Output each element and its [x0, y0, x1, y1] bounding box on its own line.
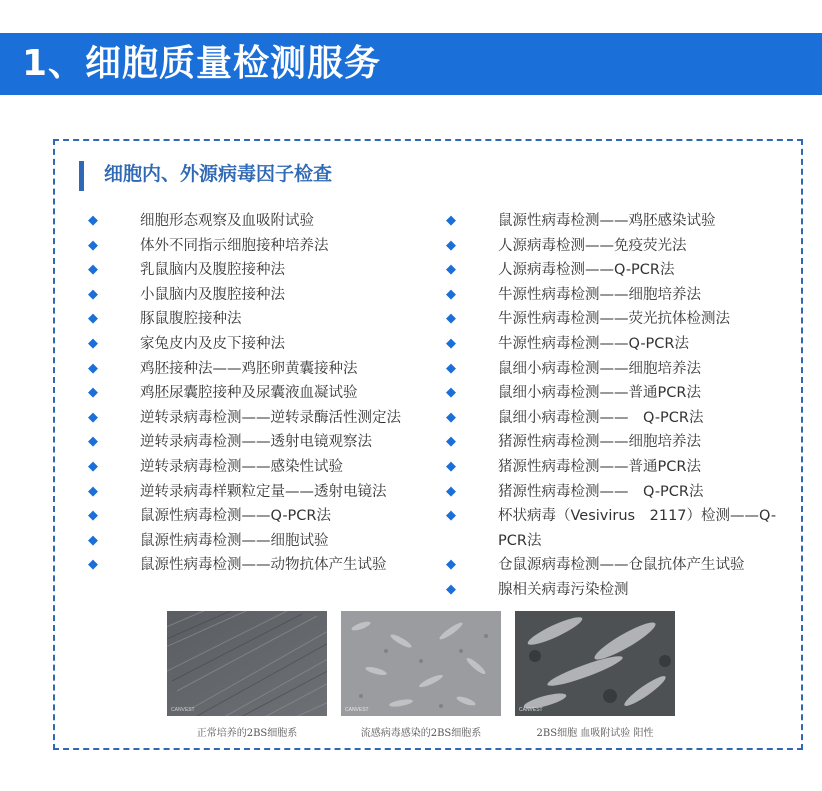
- list-item: [446, 430, 791, 455]
- list-item-text: 逆转录病毒检测——感染性试验: [140, 458, 343, 475]
- diamond-bullet-icon: ◆: [446, 483, 456, 499]
- list-item: [88, 381, 428, 406]
- list-item-text: 鼠细小病毒检测——普通PCR法: [498, 385, 701, 402]
- content-panel: [53, 139, 803, 750]
- list-item: [88, 529, 428, 554]
- figure-caption: 正常培养的2BS细胞系: [196, 728, 298, 739]
- list-item-text: 鼠细小病毒检测——细胞培养法: [498, 360, 701, 377]
- list-item-text: 人源病毒检测——免疫荧光法: [498, 237, 687, 254]
- diamond-bullet-icon: ◆: [88, 557, 98, 573]
- list-item: [88, 504, 428, 529]
- list-item-text: 鼠源性病毒检测——鸡胚感染试验: [498, 213, 716, 229]
- diamond-bullet-icon: ◆: [446, 262, 456, 278]
- diamond-bullet-icon: ◆: [446, 237, 456, 253]
- diamond-bullet-icon: ◆: [446, 557, 456, 573]
- diamond-bullet-icon: ◆: [88, 434, 98, 450]
- list-item-text: 鼠源性病毒检测——细胞试验: [140, 532, 329, 549]
- list-item-text: 逆转录病毒检测——透射电镜观察法: [140, 434, 372, 451]
- list-item-text: 小鼠脑内及腹腔接种法: [140, 286, 285, 303]
- list-item-text: 牛源性病毒检测——细胞培养法: [498, 286, 701, 303]
- list-item: [446, 553, 791, 578]
- diamond-bullet-icon: ◆: [88, 237, 98, 253]
- list-item-text: 细胞形态观察及血吸附试验: [140, 213, 314, 229]
- diamond-bullet-icon: ◆: [88, 483, 98, 499]
- diamond-bullet-icon: ◆: [446, 360, 456, 376]
- diamond-bullet-icon: ◆: [446, 434, 456, 450]
- list-item-text: 杯状病毒（Vesivirus 2117）检测——Q-PCR法: [498, 508, 777, 549]
- list-item: [88, 455, 428, 480]
- page-title: 1、细胞质量检测服务: [22, 43, 382, 84]
- list-item-text: 鼠源性病毒检测——Q-PCR法: [140, 508, 331, 525]
- diamond-bullet-icon: ◆: [446, 409, 456, 425]
- micrograph-hemadsorption: [515, 611, 675, 716]
- list-item-text: 鸡胚接种法——鸡胚卵黄囊接种法: [140, 360, 358, 377]
- diamond-bullet-icon: ◆: [88, 458, 98, 474]
- list-item: [446, 455, 791, 480]
- list-item-text: 猪源性病毒检测——普通PCR法: [498, 458, 701, 475]
- list-item-text: 猪源性病毒检测—— Q-PCR法: [498, 483, 704, 500]
- diamond-bullet-icon: ◆: [88, 532, 98, 548]
- test-list-right: [446, 209, 791, 603]
- title-banner: [0, 33, 822, 95]
- figure-caption: 2BS细胞 血吸附试验 阳性: [536, 728, 654, 739]
- list-item-text: 鼠源性病毒检测——动物抗体产生试验: [140, 557, 387, 574]
- list-item: [446, 381, 791, 406]
- section-title: 细胞内、外源病毒因子检查: [104, 163, 333, 185]
- list-item-text: 豚鼠腹腔接种法: [140, 311, 242, 328]
- diamond-bullet-icon: ◆: [88, 262, 98, 278]
- list-item: [446, 406, 791, 431]
- list-item: [88, 553, 428, 578]
- list-item: [446, 307, 791, 332]
- list-item: [88, 258, 428, 283]
- micrograph-infected-cells: [341, 611, 501, 716]
- list-item-text: 猪源性病毒检测——细胞培养法: [498, 434, 701, 451]
- watermark: CANVEST: [345, 707, 369, 713]
- diamond-bullet-icon: ◆: [446, 458, 456, 474]
- list-item: [446, 209, 791, 234]
- list-item: [88, 406, 428, 431]
- diamond-bullet-icon: ◆: [446, 581, 456, 597]
- list-item: [446, 234, 791, 259]
- test-list-left: [88, 209, 428, 578]
- watermark: CANVEST: [171, 707, 195, 713]
- list-item-text: 腺相关病毒污染检测: [498, 581, 629, 598]
- list-item: [88, 307, 428, 332]
- list-item: [446, 480, 791, 505]
- diamond-bullet-icon: ◆: [446, 385, 456, 401]
- list-item: [88, 209, 428, 234]
- list-item: [88, 332, 428, 357]
- diamond-bullet-icon: ◆: [446, 311, 456, 327]
- diamond-bullet-icon: ◆: [88, 311, 98, 327]
- list-item: [446, 332, 791, 357]
- watermark: CANVEST: [519, 707, 543, 713]
- diamond-bullet-icon: ◆: [446, 286, 456, 302]
- list-item: [446, 357, 791, 382]
- section-accent-bar: [79, 161, 84, 191]
- list-item: [446, 504, 791, 553]
- list-item-text: 仓鼠源病毒检测——仓鼠抗体产生试验: [498, 557, 745, 574]
- list-item: [446, 578, 791, 603]
- diamond-bullet-icon: ◆: [88, 508, 98, 524]
- list-item-text: 体外不同指示细胞接种培养法: [140, 237, 329, 254]
- list-item: [446, 283, 791, 308]
- list-item: [88, 283, 428, 308]
- diamond-bullet-icon: ◆: [88, 335, 98, 351]
- list-item-text: 牛源性病毒检测——荧光抗体检测法: [498, 311, 730, 328]
- list-item-text: 乳鼠脑内及腹腔接种法: [140, 262, 285, 279]
- diamond-bullet-icon: ◆: [446, 335, 456, 351]
- figure-caption: 流感病毒感染的2BS细胞系: [360, 728, 482, 739]
- diamond-bullet-icon: ◆: [88, 409, 98, 425]
- list-item: [88, 480, 428, 505]
- list-item: [446, 258, 791, 283]
- diamond-bullet-icon: ◆: [88, 360, 98, 376]
- list-item-text: 鼠细小病毒检测—— Q-PCR法: [498, 409, 704, 426]
- diamond-bullet-icon: ◆: [88, 213, 98, 228]
- diamond-bullet-icon: ◆: [446, 508, 456, 524]
- list-item-text: 家兔皮内及皮下接种法: [140, 335, 285, 352]
- list-item: [88, 357, 428, 382]
- diamond-bullet-icon: ◆: [88, 286, 98, 302]
- diamond-bullet-icon: ◆: [446, 213, 456, 228]
- list-item: [88, 234, 428, 259]
- list-item-text: 牛源性病毒检测——Q-PCR法: [498, 335, 689, 352]
- list-item-text: 鸡胚尿囊腔接种及尿囊液血凝试验: [140, 385, 358, 402]
- list-item: [88, 430, 428, 455]
- micrograph-normal-cells: [167, 611, 327, 716]
- list-item-text: 人源病毒检测——Q-PCR法: [498, 262, 675, 279]
- list-item-text: 逆转录病毒样颗粒定量——透射电镜法: [140, 483, 387, 500]
- diamond-bullet-icon: ◆: [88, 385, 98, 401]
- list-item-text: 逆转录病毒检测——逆转录酶活性测定法: [140, 409, 401, 426]
